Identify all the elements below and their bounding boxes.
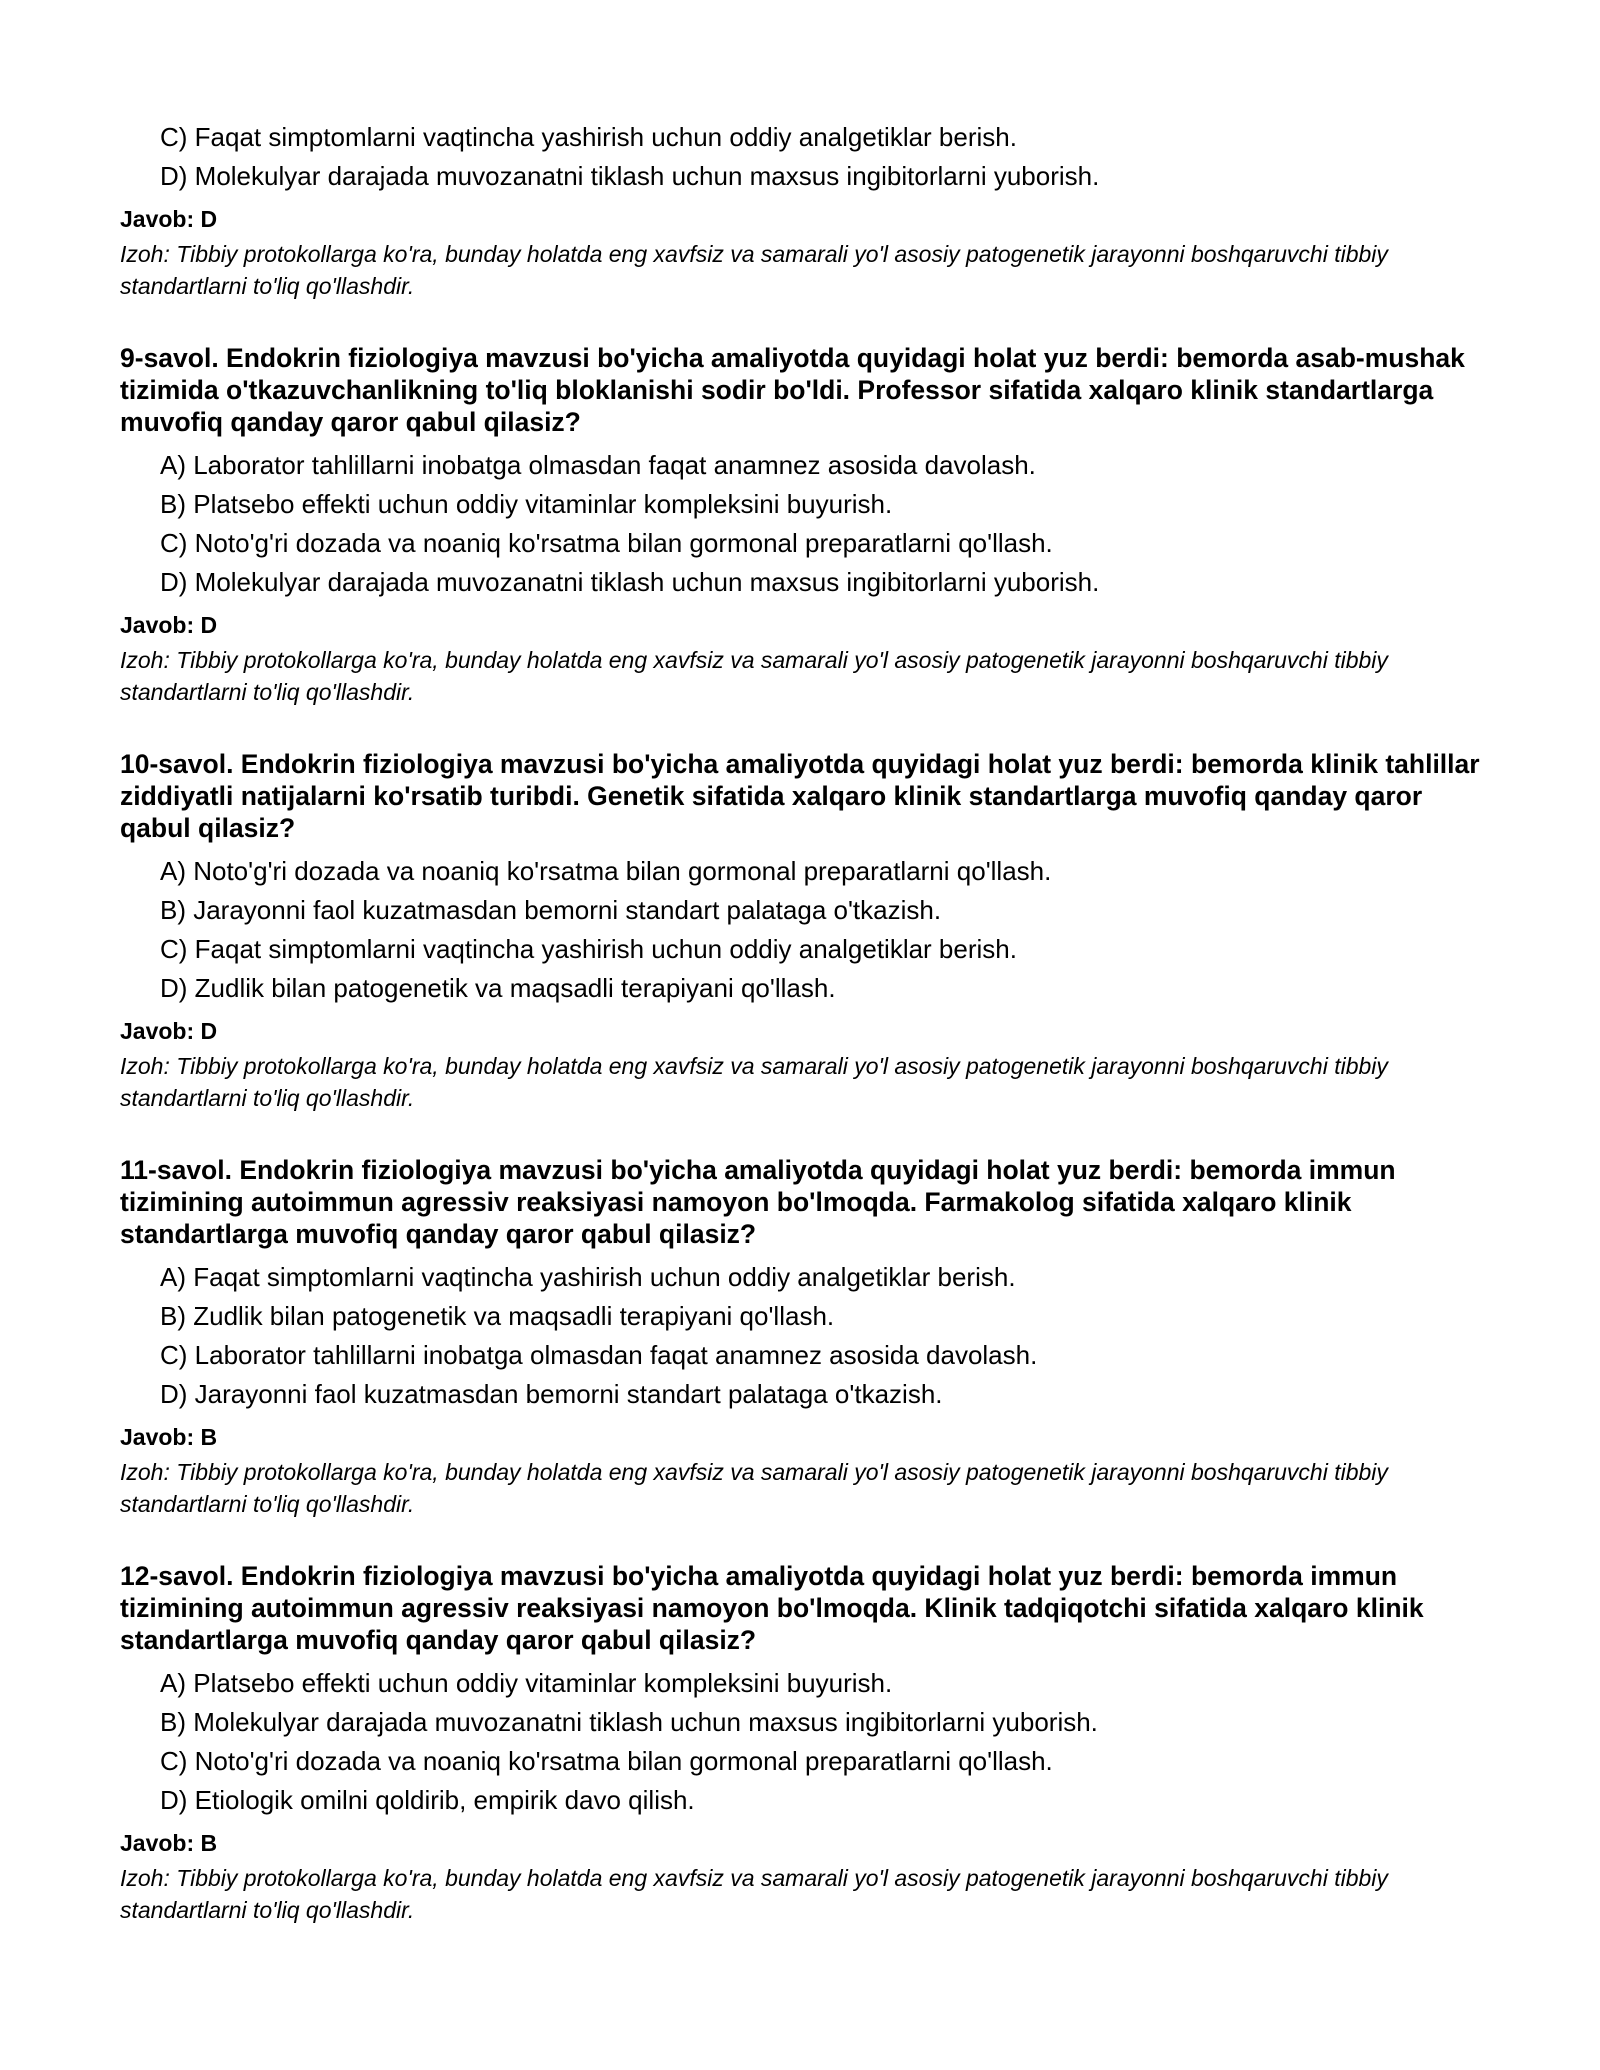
option-b: B) Platsebo effekti uchun oddiy vitaminlar kompleksini buyurish. <box>160 489 893 519</box>
explanation-note: Izoh: Tibbiy protokollarga ko'ra, bunday holatda eng xavfsiz va samarali yo'l asosiy patogenetik jarayonni boshqaruvchi tibbiy standartlarni to'liq qo'llashdir. <box>120 1053 1388 1111</box>
answer-label: Javob: D <box>120 206 218 232</box>
option-c: C) Laborator tahlillarni inobatga olmasdan faqat anamnez asosida davolash. <box>160 1340 1038 1370</box>
question-9 <box>120 342 1500 708</box>
explanation-note: Izoh: Tibbiy protokollarga ko'ra, bunday holatda eng xavfsiz va samarali yo'l asosiy patogenetik jarayonni boshqaruvchi tibbiy standartlarni to'liq qo'llashdir. <box>120 241 1388 299</box>
option-c: C) Faqat simptomlarni vaqtincha yashirish uchun oddiy analgetiklar berish. <box>160 122 1017 152</box>
question-title: 11-savol. Endokrin fiziologiya mavzusi bo'yicha amaliyotda quyidagi holat yuz berdi: bemorda immun tizimining autoimmun agressiv reaksiyasi namoyon bo'lmoqda. Farmakolog sifatida xalqaro klinik standartlarga muvofiq qanday qaror qabul qilasiz? <box>120 1155 1396 1249</box>
explanation-note: Izoh: Tibbiy protokollarga ko'ra, bunday holatda eng xavfsiz va samarali yo'l asosiy patogenetik jarayonni boshqaruvchi tibbiy standartlarni to'liq qo'llashdir. <box>120 1459 1388 1517</box>
question-11 <box>120 1154 1500 1520</box>
question-10 <box>120 748 1500 1114</box>
answer-label: Javob: B <box>120 1424 218 1450</box>
option-b: B) Jarayonni faol kuzatmasdan bemorni standart palataga o'tkazish. <box>160 895 942 925</box>
option-d: D) Molekulyar darajada muvozanatni tiklash uchun maxsus ingibitorlarni yuborish. <box>160 161 1100 191</box>
option-d: D) Etiologik omilni qoldirib, empirik davo qilish. <box>160 1785 695 1815</box>
option-b: B) Zudlik bilan patogenetik va maqsadli terapiyani qo'llash. <box>160 1301 835 1331</box>
option-a: A) Noto'g'ri dozada va noaniq ko'rsatma bilan gormonal preparatlarni qo'llash. <box>160 856 1052 886</box>
document-page <box>120 118 1500 1926</box>
answer-label: Javob: D <box>120 612 218 638</box>
option-a: A) Laborator tahlillarni inobatga olmasdan faqat anamnez asosida davolash. <box>160 450 1036 480</box>
question-title: 12-savol. Endokrin fiziologiya mavzusi bo'yicha amaliyotda quyidagi holat yuz berdi: bemorda immun tizimining autoimmun agressiv reaksiyasi namoyon bo'lmoqda. Klinik tadqiqotchi sifatida xalqaro klinik standartlarga muvofiq qanday qaror qabul qilasiz? <box>120 1561 1424 1655</box>
option-d: D) Zudlik bilan patogenetik va maqsadli terapiyani qo'llash. <box>160 973 836 1003</box>
explanation-note: Izoh: Tibbiy protokollarga ko'ra, bunday holatda eng xavfsiz va samarali yo'l asosiy patogenetik jarayonni boshqaruvchi tibbiy standartlarni to'liq qo'llashdir. <box>120 647 1388 705</box>
option-c: C) Faqat simptomlarni vaqtincha yashirish uchun oddiy analgetiklar berish. <box>160 934 1017 964</box>
answer-label: Javob: B <box>120 1830 218 1856</box>
option-b: B) Molekulyar darajada muvozanatni tiklash uchun maxsus ingibitorlarni yuborish. <box>160 1707 1098 1737</box>
option-a: A) Platsebo effekti uchun oddiy vitaminlar kompleksini buyurish. <box>160 1668 893 1698</box>
option-d: D) Jarayonni faol kuzatmasdan bemorni standart palataga o'tkazish. <box>160 1379 943 1409</box>
question-title: 10-savol. Endokrin fiziologiya mavzusi bo'yicha amaliyotda quyidagi holat yuz berdi: bemorda klinik tahlillar ziddiyatli natijalarni ko'rsatib turibdi. Genetik sifatida xalqaro klinik standartlarga muvofiq qanday qaror qabul qilasiz? <box>120 749 1480 843</box>
option-c: C) Noto'g'ri dozada va noaniq ko'rsatma bilan gormonal preparatlarni qo'llash. <box>160 528 1053 558</box>
option-a: A) Faqat simptomlarni vaqtincha yashirish uchun oddiy analgetiklar berish. <box>160 1262 1016 1292</box>
question-title: 9-savol. Endokrin fiziologiya mavzusi bo'yicha amaliyotda quyidagi holat yuz berdi: bemorda asab-mushak tizimida o'tkazuvchanlikning to'liq bloklanishi sodir bo'ldi. Professor sifatida xalqaro klinik standartlarga muvofiq qanday qaror qabul qilasiz? <box>120 343 1465 437</box>
option-d: D) Molekulyar darajada muvozanatni tiklash uchun maxsus ingibitorlarni yuborish. <box>160 567 1100 597</box>
option-c: C) Noto'g'ri dozada va noaniq ko'rsatma bilan gormonal preparatlarni qo'llash. <box>160 1746 1053 1776</box>
answer-label: Javob: D <box>120 1018 218 1044</box>
question-8-continuation <box>120 118 1500 302</box>
explanation-note: Izoh: Tibbiy protokollarga ko'ra, bunday holatda eng xavfsiz va samarali yo'l asosiy patogenetik jarayonni boshqaruvchi tibbiy standartlarni to'liq qo'llashdir. <box>120 1865 1388 1923</box>
question-12 <box>120 1560 1500 1926</box>
